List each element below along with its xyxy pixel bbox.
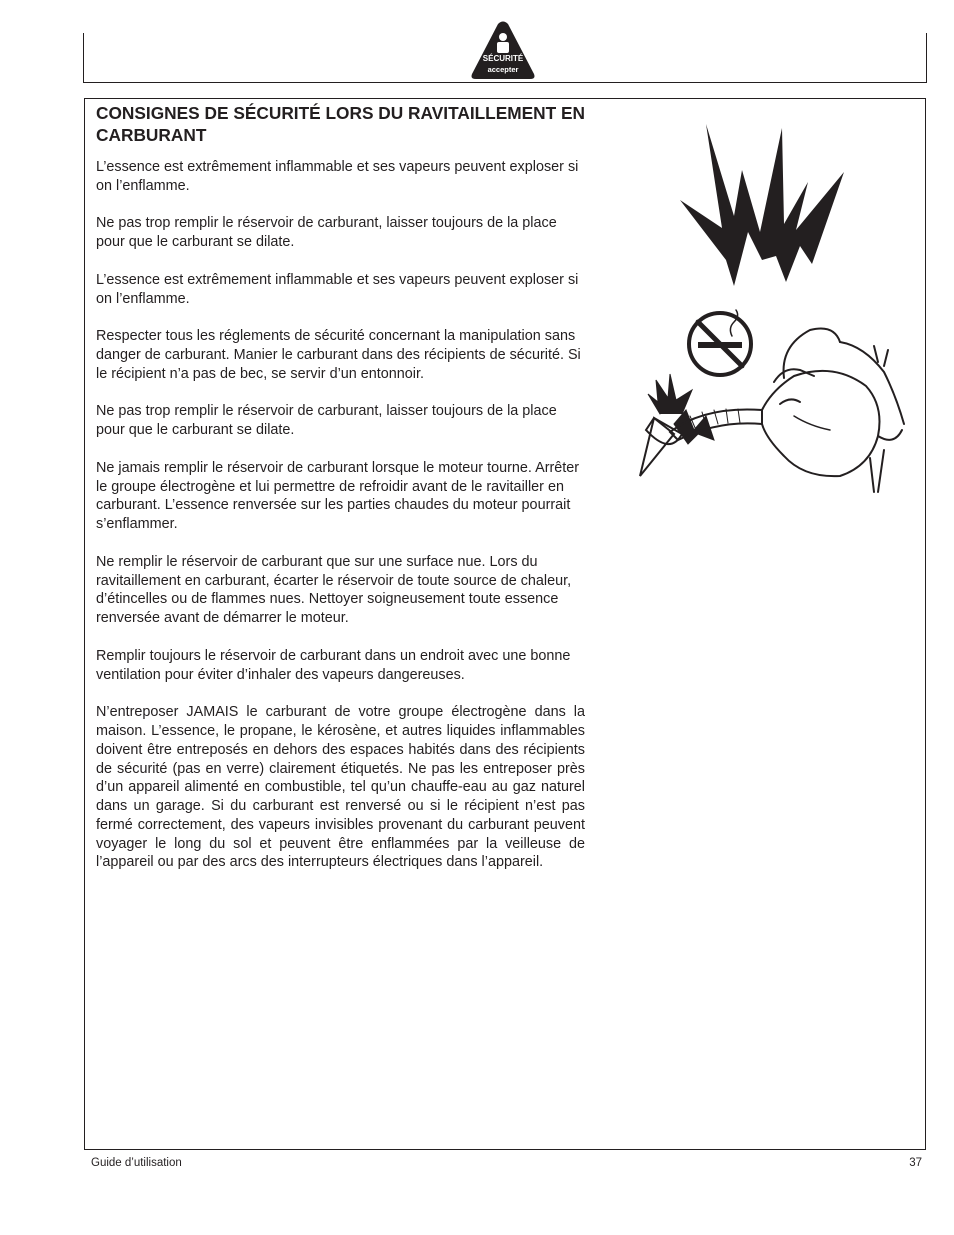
body-text [96, 158, 585, 891]
footer-page-number: 37 [909, 1157, 922, 1169]
paragraph: L’essence est extrêmement inflammable et ses vapeurs peuvent exploser si on l’enflamme. [96, 159, 579, 194]
paragraph: Ne pas trop remplir le réservoir de carburant, laisser toujours de la place pour que le carburant se dilate. [96, 215, 557, 251]
safety-badge-line2: accepter [487, 65, 519, 74]
paragraph: N’entreposer JAMAIS le carburant de votre groupe électrogène dans la maison. L’essence, le propane, le kérosène, et autres liquides inflammables doivent être entreposés en dehors des espaces habités dans des récipients de sécurité (pas en verre) clairement étiquetés. Ne pas les entreposer près d’un appareil alimenté en combustible, tel qu’un chauffe-eau au gaz naturel dans un garage. Si du carburant est renversé ou si le récipient n’est pas fermé correctement, des vapeurs invisibles provenant du carburant peuvent voyager le long du sol et peuvent être enflammées par la veilleuse de l’appareil ou par des arcs des interrupteurs électriques dans l’appareil. [96, 704, 585, 871]
footer-document-name: Guide d’utilisation [91, 1157, 182, 1169]
safety-accept-icon [470, 20, 536, 80]
paragraph: Ne pas trop remplir le réservoir de carburant, laisser toujours de la place pour que le carburant se dilate. [96, 403, 557, 439]
safety-badge-line1: SÉCURITÉ [482, 54, 524, 63]
paragraph: Remplir toujours le réservoir de carburant dans un endroit avec une bonne ventilation pour éviter d’inhaler des vapeurs dangereuses. [96, 647, 571, 683]
paragraph: Respecter tous les réglements de sécurité concernant la manipulation sans danger de carburant. Manier le carburant dans des récipients de sécurité. Si le récipient n’a pas de bec, se servir d’un entonnoir. [96, 328, 581, 382]
paragraph: Ne jamais remplir le réservoir de carburant lorsque le moteur tourne. Arrêter le groupe électrogène et lui permettre de refroidir avant de le ravitailler en carburant. L’essence renversée sur les parties chaudes du moteur pourrait s’enflammer. [96, 459, 580, 533]
explosion-icon [676, 120, 848, 288]
section-title: CONSIGNES DE SÉCURITÉ LORS DU RAVITAILLEMENT EN CARBURANT [96, 103, 586, 145]
fueling-no-smoking-icon [634, 306, 910, 498]
paragraph: Ne remplir le réservoir de carburant que sur une surface nue. Lors du ravitaillement en carburant, écarter le réservoir de toute source de chaleur, d’étincelles ou de flammes nues. Nettoyer soigneusement toute essence renversée avant de démarrer le moteur. [96, 553, 572, 627]
paragraph: L’essence est extrêmement inflammable et ses vapeurs peuvent exploser si on l’enflamme. [96, 271, 579, 307]
